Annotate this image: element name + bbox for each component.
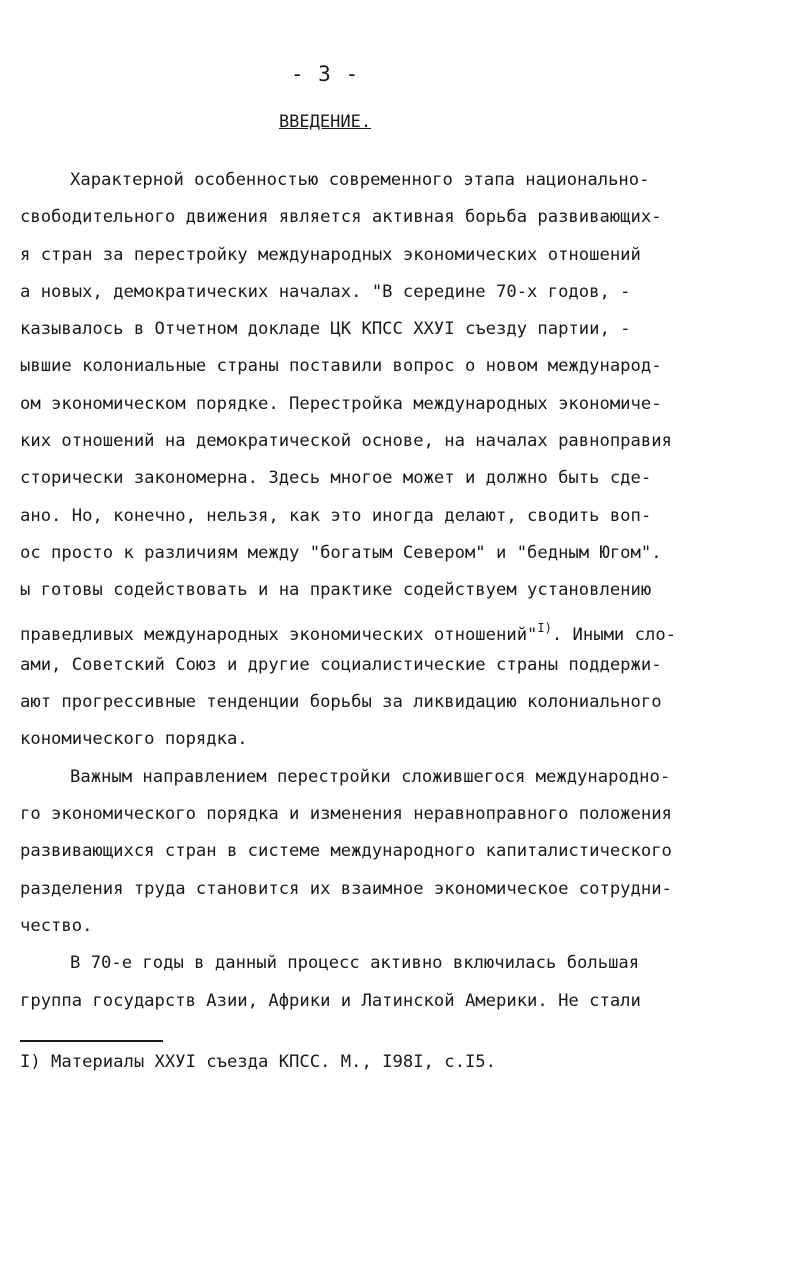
- text-line: ких отношений на демократической основе, на началах равноправия: [20, 431, 672, 452]
- text-line: ано. Но, конечно, нельзя, как это иногда делают, сводить воп-: [20, 505, 652, 526]
- text-line: казывалось в Отчетном докладе ЦК КПСС ХХУI съезду партии, -: [20, 319, 631, 340]
- text-line: Важным направлением перестройки сложившегося международно-: [70, 766, 671, 787]
- text-line: сторически закономерна. Здесь многое может и должно быть сде-: [20, 468, 652, 489]
- footnote-reference: I): [537, 620, 552, 635]
- text-line: ом экономическом порядке. Перестройка международных экономиче-: [20, 393, 662, 414]
- text-line: ами, Советский Союз и другие социалистические страны поддержи-: [20, 654, 662, 675]
- page-number: - 3 -: [290, 62, 360, 86]
- text-line: Характерной особенностью современного этапа национально-: [70, 170, 650, 190]
- footnote: I) Материалы ХХУI съезда КПСС. М., I98I, с.I5.: [20, 1052, 496, 1072]
- text-line: развивающихся стран в системе международного капиталистического: [20, 841, 672, 862]
- footnote-divider: [20, 1040, 163, 1042]
- text-line: свободительного движения является активная борьба развивающих-: [20, 207, 662, 228]
- text-segment: праведливых международных экономических отношений": [20, 624, 538, 645]
- text-line: В 70-е годы в данный процесс активно включилась большая: [70, 953, 640, 974]
- text-line: а новых, демократических началах. "В середине 70-х годов, -: [20, 281, 631, 302]
- text-line: ос просто к различиям между "богатым Севером" и "бедным Югом".: [20, 542, 662, 563]
- text-line: я стран за перестройку международных экономических отношений: [20, 244, 641, 265]
- body-text: [20, 166, 760, 1024]
- text-line: группа государств Азии, Африки и Латинской Америки. Не стали: [20, 990, 641, 1011]
- text-line: ывшие колониальные страны поставили вопрос о новом международ-: [20, 356, 662, 377]
- text-line: чество.: [20, 915, 93, 936]
- text-line: ы готовы содействовать и на практике содействуем установлению: [20, 580, 652, 601]
- text-line: разделения труда становится их взаимное экономическое сотрудни-: [20, 878, 672, 899]
- text-line: го экономического порядка и изменения неравноправного положения: [20, 804, 672, 825]
- text-segment: . Иными сло-: [551, 624, 677, 645]
- page-title: ВВЕДЕНИЕ.: [278, 112, 372, 132]
- text-line: кономического порядка.: [20, 729, 248, 750]
- text-line: ают прогрессивные тенденции борьбы за ликвидацию колониального: [20, 692, 662, 713]
- text-line-with-footnote: [20, 614, 760, 651]
